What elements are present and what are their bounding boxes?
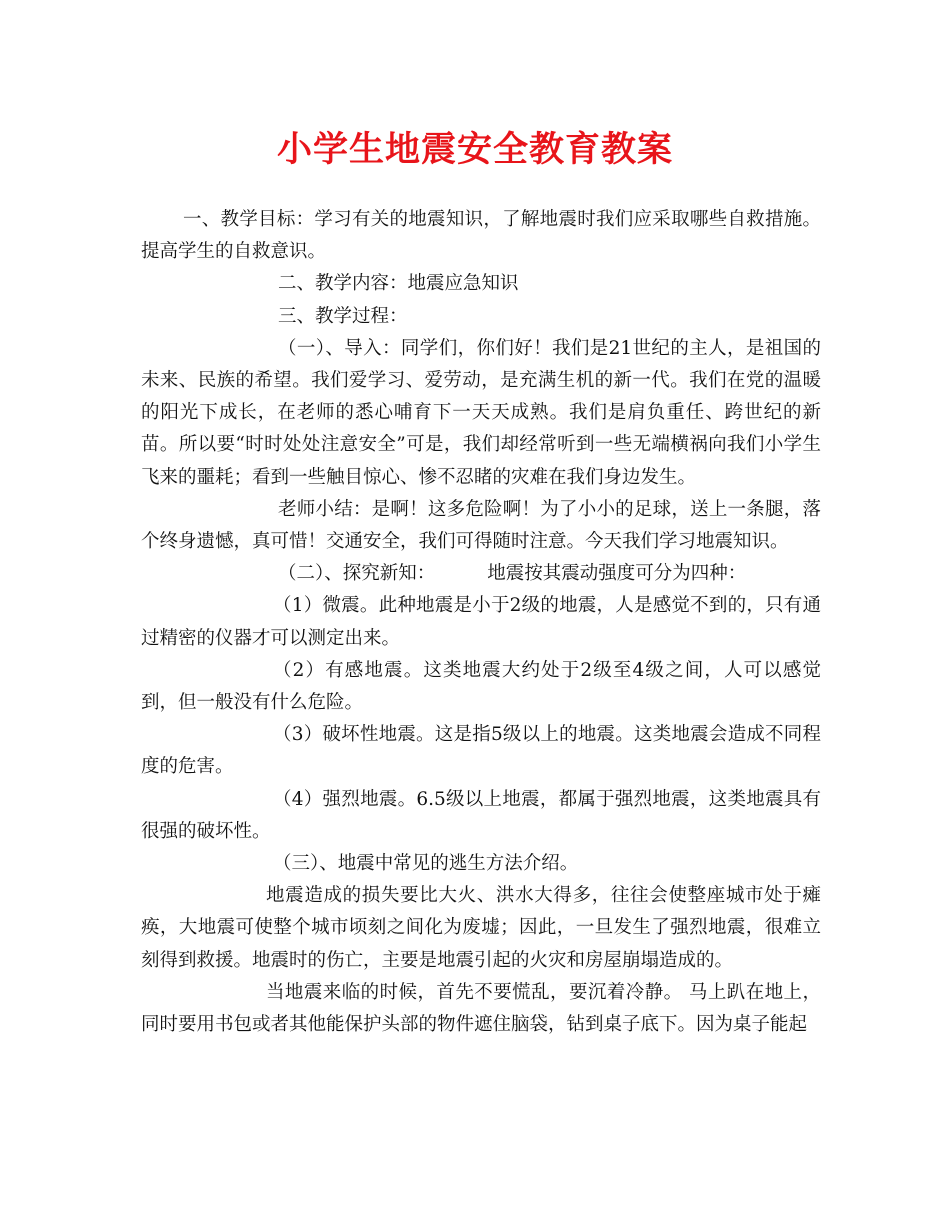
paragraph-explore-new-knowledge xyxy=(141,558,821,590)
paragraph-micro-earthquake: （1）微震。此种地震是小于2级的地震，人是感觉不到的，只有通过精密的仪器才可以测定出来。 xyxy=(141,595,821,649)
paragraph-teaching-process: 三、教学过程： xyxy=(278,305,408,327)
paragraph-felt-earthquake: （2）有感地震。这类地震大约处于2级至4级之间，人可以感觉到，但一般没有什么危险。 xyxy=(141,659,821,714)
paragraph-strong-earthquake: （4）强烈地震。6.5级以上地震，都属于强烈地震，这类地震具有很强的破坏性。 xyxy=(141,788,821,842)
document-title: 小学生地震安全教育教案 xyxy=(276,129,673,170)
paragraph-introduction: （一）、导入：同学们，你们好！我们是21世纪的主人，是祖国的未来、民族的希望。我们爱学习、爱劳动，是充满生机的新一代。我们在党的温暖的阳光下成长，在老师的悉心哺育下一天天成熟。我们是肩负重任、跨世纪的新苗。所以要“时时处处注意安全”可是，我们却经常听到一些无端横祸向我们小学生飞来的噩耗；看到一些触目惊心、惨不忍睹的灾难在我们身边发生。 xyxy=(141,337,821,488)
paragraph-teacher-summary: 老师小结：是啊！这多危险啊！为了小小的足球，送上一条腿，落个终身遗憾，真可惜！交通安全，我们可得随时注意。今天我们学习地震知识。 xyxy=(141,498,821,553)
paragraph-earthquake-losses: 地震造成的损失要比大火、洪水大得多，往往会使整座城市处于瘫痪，大地震可使整个城市顷刻之间化为废墟；因此，一旦发生了强烈地震，很难立刻得到救援。地震时的伤亡，主要是地震引起的火灾和房屋崩塌造成的。 xyxy=(141,885,821,971)
paragraph-when-earthquake-comes: 当地震来临的时候，首先不要慌乱，要沉着冷静。 马上趴在地上，同时要用书包或者其他能保护头部的物件遮住脑袋，钻到桌子底下。因为桌子能起 xyxy=(141,981,821,1036)
document-body xyxy=(141,204,821,1041)
section-two-text: 地震按其震动强度可分为四种： xyxy=(487,563,747,585)
paragraph-escape-methods: （三）、地震中常见的逃生方法介绍。 xyxy=(273,853,579,875)
paragraph-teaching-content: 二、教学内容：地震应急知识 xyxy=(278,273,519,295)
paragraph-teaching-goal: 一、教学目标：学习有关的地震知识，了解地震时我们应采取哪些自救措施。提高学生的自救意识。 xyxy=(141,209,821,263)
paragraph-destructive-earthquake: （3）破坏性地震。这是指5级以上的地震。这类地震会造成不同程度的危害。 xyxy=(141,724,821,778)
section-two-label: （二）、探究新知： xyxy=(278,563,436,585)
